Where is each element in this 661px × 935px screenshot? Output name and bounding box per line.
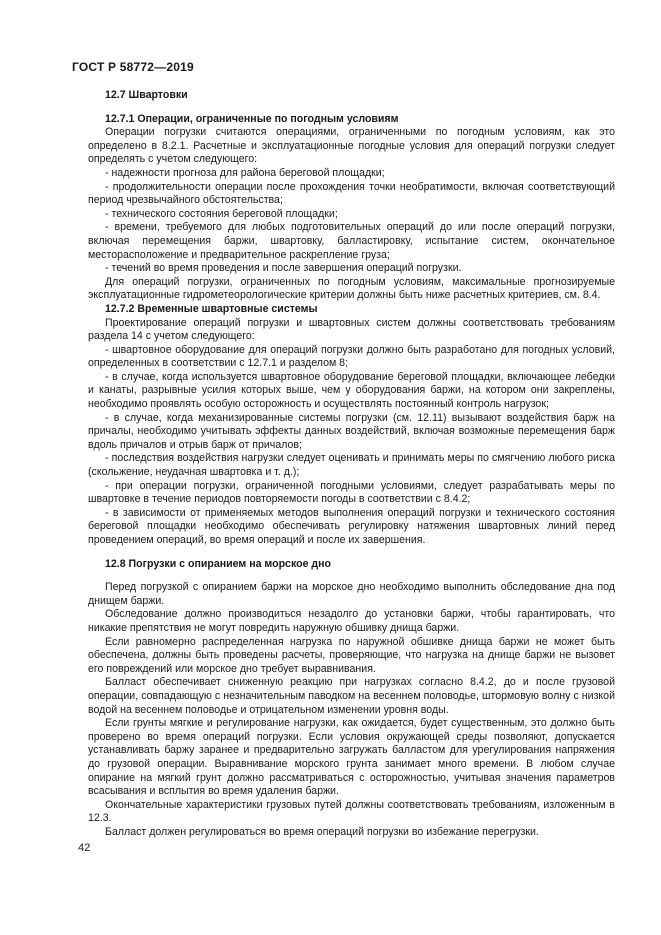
paragraph: Обследование должно производиться незадолго до установки баржи, чтобы гарантировать, что никакие препятствия не могут повредить наружную обшивку днища баржи. [88,608,615,634]
list-item: - последствия воздействия нагрузки следует оценивать и принимать меры по смягчению любого риска (скольжение, неудачная швартовка и т. д.); [88,452,615,479]
paragraph: Окончательные характеристики грузовых путей должны соответствовать требованиям, изложенным в 12.3. [88,798,615,825]
paragraph: Балласт должен регулироваться во время операций погрузки во избежание перегрузки. [105,825,539,838]
subsection-12-7-2-title: 12.7.2 Временные швартовные системы [105,302,318,315]
list-item: - в случае, когда используется швартовное оборудование береговой площадки, включающее лебедки и канаты, разрывные усилия которых выше, чем у оборудования баржи, на котором они закреплены, необходимо проявлять особую осторожность и осуществлять постоянный контроль нагрузок; [88,370,615,411]
paragraph: Перед погрузкой с опиранием баржи на морское дно необходимо выполнить обследование дна под днищем баржи. [88,581,615,607]
document-code-header: ГОСТ Р 58772—2019 [72,60,194,74]
page-number: 42 [78,842,91,854]
section-12-7-title: 12.7 Швартовки [105,89,188,101]
subsection-12-7-1-title: 12.7.1 Операции, ограниченные по погодным условиям [105,112,399,125]
paragraph: Для операций погрузки, ограниченных по погодным условиям, максимальные прогнозируемые эксплуатационные гидрометеорологические критерии должны быть ниже расчетных критериев, см. 8.4. [88,275,615,302]
document-body [88,89,615,839]
list-item: - при операции погрузки, ограниченной погодными условиями, следует разрабатывать меры по швартовке в течение периодов повторяемости погоды в соответствии с 8.4.2; [88,479,615,506]
paragraph: Проектирование операций погрузки и швартовных систем должны соответствовать требованиям раздела 14 с учетом следующего: [88,316,615,343]
list-item: - в зависимости от применяемых методов выполнения операций погрузки и технического состояния береговой площадки необходимо обеспечивать регулировку натяжения швартовных линий перед проведением операций, во время операций и после их завершения. [88,506,615,546]
list-item: - в случае, когда механизированные системы погрузки (см. 12.11) вызывают воздействия барж на причалы, необходимо учитывать эффекты данных воздействий, включая возможные перемещения барж вдоль причалов и отрыв барж от причалов; [88,411,615,451]
list-item: - времени, требуемого для любых подготовительных операций до или после операций погрузки, включая перемещения баржи, швартовку, балластировку, испытание систем, окончательное месторасположение и предварительное раскрепление груза; [88,221,615,261]
section-12-8-title: 12.8 Погрузки с опиранием на морское дно [105,557,332,570]
paragraph: Балласт обеспечивает сниженную реакцию при нагрузках согласно 8.4.2, до и после грузовой операции, совпадающую с незначительным паводком на весеннем половодье, штормовую волну с низкой водой на весеннем половодье и отрицательном изменении уровня воды. [88,676,615,716]
list-item: - надежности прогноза для района береговой площадки; [105,166,385,179]
list-item: - швартовное оборудование для операций погрузки должно быть разработано для погодных условий, определенных в соответствии с 12.7.1 и разделом 8; [88,343,615,370]
list-item: - течений во время проведения и после завершения операций погрузки. [105,262,462,275]
list-item: - технического состояния береговой площадки; [105,207,338,220]
paragraph: Если грунты мягкие и регулирование нагрузки, как ожидается, будет существенным, это должно быть проверено во время операций погрузки. Если условия окружающей среды позволяют, допускается устанавливать баржу заранее и предварительно загружать балластом для урегулирования напряжения до грузовой операции. Выравнивание морского грунта занимает много времени. В любом случае опирание на мягкий грунт должно рассматриваться с осторожностью, учитывая значения параметров всасывания и всплытия во время удаления баржи. [88,717,615,798]
list-item: - продолжительности операции после прохождения точки необратимости, включая соответствующий период чрезвычайного обстоятельства; [88,180,615,207]
paragraph: Операции погрузки считаются операциями, ограниченными по погодным условиям, как это определено в 8.2.1. Расчетные и эксплуатационные погодные условия для операций погрузки следует определять с учетом следующего: [88,126,615,166]
paragraph: Если равномерно распределенная нагрузка по наружной обшивке днища баржи не может быть обеспечена, должны быть проведены расчеты, проверяющие, что нагрузка на днище баржи не вызовет его повреждений или морское дно требует выравнивания. [88,635,615,675]
